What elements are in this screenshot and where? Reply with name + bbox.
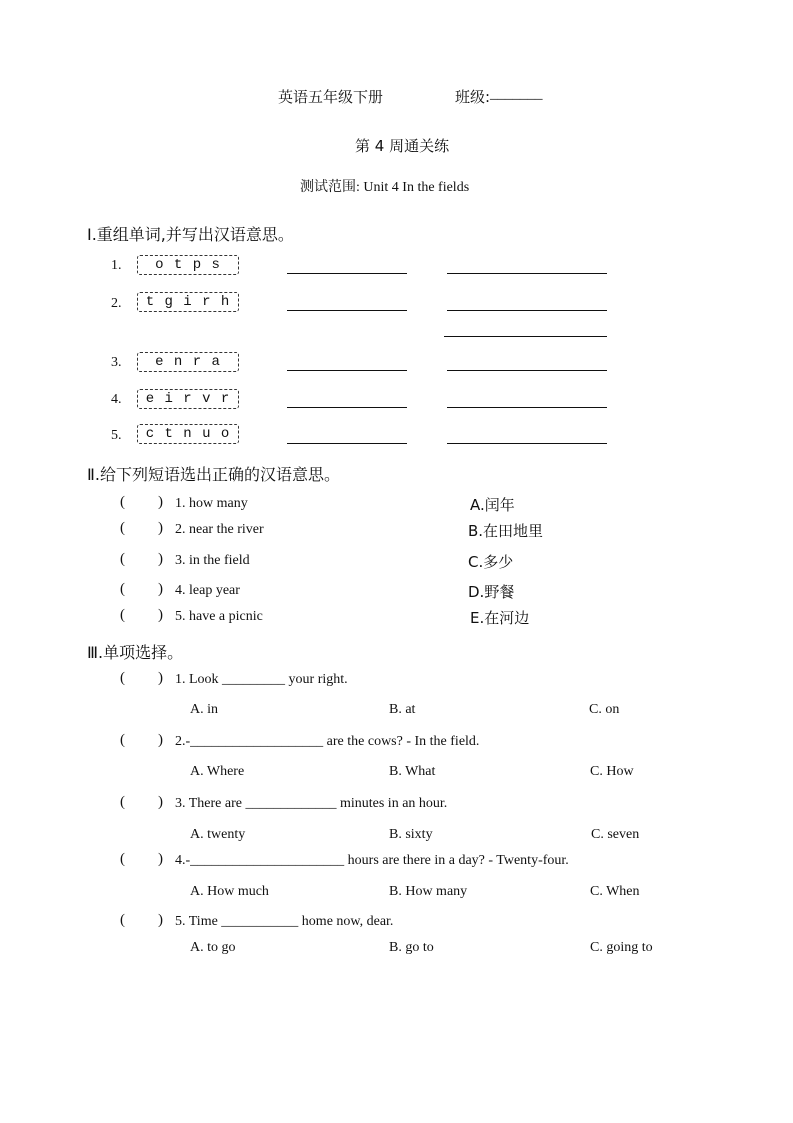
- section-3-title: Ⅲ.单项选择。: [87, 643, 184, 662]
- answer-paren-close[interactable]: ): [158, 851, 163, 867]
- question-text: 4.-______________________ hours are there in a day? - Twenty-four.: [175, 853, 569, 868]
- meaning-option: C.多少: [468, 553, 514, 571]
- answer-paren-open[interactable]: (: [120, 912, 125, 928]
- test-scope: 测试范围: Unit 4 In the fields: [300, 180, 470, 195]
- option-c: C. seven: [591, 827, 640, 842]
- item-number: 1.: [111, 258, 122, 273]
- answer-paren-close[interactable]: ): [158, 670, 163, 686]
- answer-word-line[interactable]: [287, 407, 407, 408]
- scrambled-letters-box: t g i r h: [137, 292, 239, 312]
- answer-paren-open[interactable]: (: [120, 607, 125, 623]
- answer-meaning-line[interactable]: [447, 370, 607, 371]
- item-number: 5.: [111, 428, 122, 443]
- question-text: 5. Time ___________ home now, dear.: [175, 914, 394, 929]
- question-text: 3. There are _____________ minutes in an hour.: [175, 796, 448, 811]
- meaning-option: B.在田地里: [468, 522, 544, 540]
- answer-paren-open[interactable]: (: [120, 551, 125, 567]
- item-number: 2.: [111, 296, 122, 311]
- option-b: B. go to: [389, 940, 434, 955]
- option-b: B. What: [389, 764, 436, 779]
- answer-paren-close[interactable]: ): [158, 794, 163, 810]
- option-c: C. When: [590, 884, 640, 899]
- item-number: 3.: [111, 355, 122, 370]
- phrase: 3. in the field: [175, 553, 250, 568]
- scrambled-letters-box: e n r a: [137, 352, 239, 372]
- answer-paren-open[interactable]: (: [120, 494, 125, 510]
- scrambled-letters-box: e i r v r: [137, 389, 239, 409]
- answer-meaning-line[interactable]: [447, 407, 607, 408]
- class-blank[interactable]: _______: [490, 86, 543, 102]
- answer-paren-close[interactable]: ): [158, 494, 163, 510]
- option-a: A. Where: [190, 764, 245, 779]
- option-b: B. sixty: [389, 827, 433, 842]
- extra-answer-line[interactable]: [444, 336, 607, 337]
- option-a: A. in: [190, 702, 218, 717]
- option-c: C. How: [590, 764, 634, 779]
- scrambled-letters-box: c t n u o: [137, 424, 239, 444]
- book-title: 英语五年级下册: [278, 88, 384, 106]
- item-number: 4.: [111, 392, 122, 407]
- answer-paren-open[interactable]: (: [120, 520, 125, 536]
- answer-paren-open[interactable]: (: [120, 851, 125, 867]
- phrase: 1. how many: [175, 496, 248, 511]
- answer-word-line[interactable]: [287, 443, 407, 444]
- scrambled-letters-box: o t p s: [137, 255, 239, 275]
- answer-word-line[interactable]: [287, 273, 407, 274]
- phrase: 5. have a picnic: [175, 609, 263, 624]
- meaning-option: E.在河边: [470, 609, 530, 627]
- option-b: B. How many: [389, 884, 468, 899]
- answer-paren-close[interactable]: ): [158, 607, 163, 623]
- answer-paren-close[interactable]: ): [158, 520, 163, 536]
- phrase: 2. near the river: [175, 522, 264, 537]
- answer-paren-close[interactable]: ): [158, 551, 163, 567]
- answer-paren-open[interactable]: (: [120, 581, 125, 597]
- option-c: C. going to: [590, 940, 653, 955]
- class-label: 班级:: [455, 88, 491, 106]
- answer-paren-open[interactable]: (: [120, 732, 125, 748]
- phrase: 4. leap year: [175, 583, 240, 598]
- section-2-title: Ⅱ.给下列短语选出正确的汉语意思。: [87, 465, 340, 484]
- section-1-title: I.重组单词,并写出汉语意思。: [87, 225, 294, 244]
- answer-word-line[interactable]: [287, 370, 407, 371]
- option-a: A. twenty: [190, 827, 246, 842]
- answer-paren-open[interactable]: (: [120, 670, 125, 686]
- option-a: A. How much: [190, 884, 269, 899]
- answer-paren-close[interactable]: ): [158, 732, 163, 748]
- answer-meaning-line[interactable]: [447, 273, 607, 274]
- week-title: 第 4 周通关练: [355, 137, 450, 155]
- answer-meaning-line[interactable]: [447, 443, 607, 444]
- question-text: 2.-___________________ are the cows? - In the field.: [175, 734, 480, 749]
- answer-paren-open[interactable]: (: [120, 794, 125, 810]
- option-c: C. on: [589, 702, 620, 717]
- meaning-option: A.闰年: [470, 496, 515, 514]
- option-b: B. at: [389, 702, 416, 717]
- answer-word-line[interactable]: [287, 310, 407, 311]
- answer-paren-close[interactable]: ): [158, 912, 163, 928]
- answer-paren-close[interactable]: ): [158, 581, 163, 597]
- meaning-option: D.野餐: [468, 583, 515, 601]
- option-a: A. to go: [190, 940, 236, 955]
- answer-meaning-line[interactable]: [447, 310, 607, 311]
- question-text: 1. Look _________ your right.: [175, 672, 348, 687]
